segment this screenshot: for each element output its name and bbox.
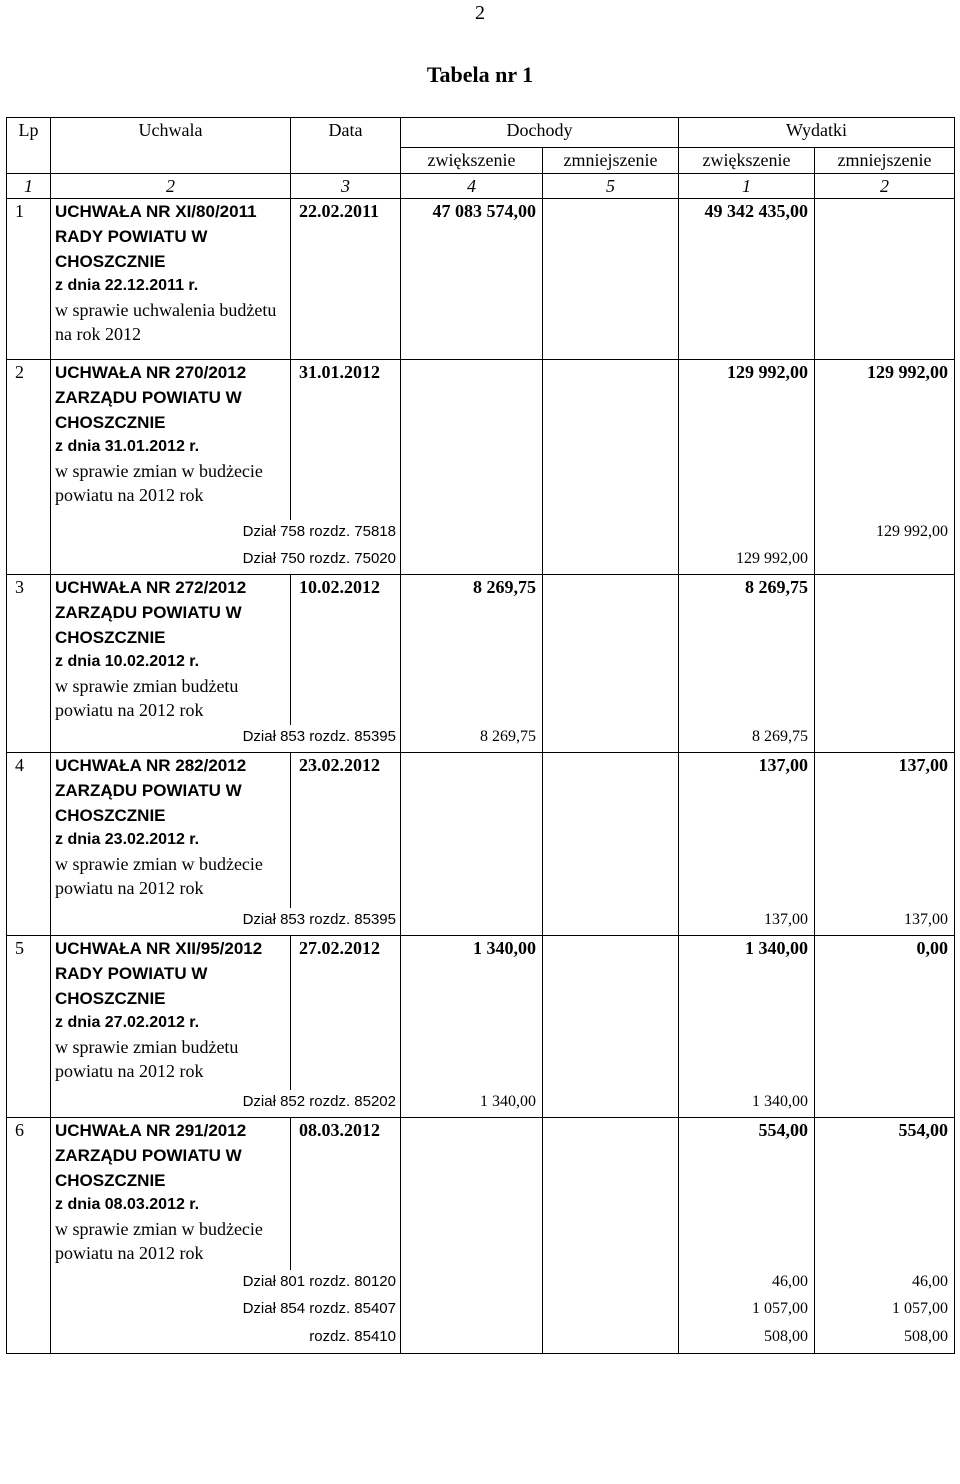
resolution-organ: ZARZĄDU POWIATU W CHOSZCZNIE <box>55 1146 242 1190</box>
dochody-zmniejszenie-value <box>543 935 679 1090</box>
resolution-date-line: z dnia 23.02.2012 r. <box>55 831 200 848</box>
dochody-zwiekszenie-value: 8 269,75 <box>401 574 543 725</box>
resolution-cell <box>51 1118 291 1270</box>
subrow-lp-blank <box>7 1325 51 1354</box>
col-number: 5 <box>543 174 679 199</box>
subrow-dochody-zwiekszenie <box>401 1325 543 1354</box>
table-subrow <box>7 547 955 575</box>
subrow-dochody-zmniejszenie <box>543 520 679 547</box>
resolution-date: 23.02.2012 <box>291 753 401 908</box>
resolution-title: UCHWAŁA NR 291/2012 <box>55 1121 247 1140</box>
subrow-dochody-zmniejszenie <box>543 1325 679 1354</box>
col-number: 2 <box>51 174 291 199</box>
subrow-label: rozdz. 85410 <box>51 1325 401 1354</box>
resolution-date: 08.03.2012 <box>291 1118 401 1270</box>
dochody-zwiekszenie-value: 1 340,00 <box>401 935 543 1090</box>
resolution-title: UCHWAŁA NR XII/95/2012 <box>55 938 263 958</box>
resolution-date: 31.01.2012 <box>291 360 401 520</box>
dochody-zwiekszenie-value: 47 083 574,00 <box>401 199 543 360</box>
row-lp: 5 <box>7 935 51 1090</box>
resolution-title: UCHWAŁA NR 272/2012 <box>55 577 247 597</box>
subrow-wydatki-zwiekszenie: 508,00 <box>679 1325 815 1354</box>
subrow-dochody-zwiekszenie <box>401 547 543 575</box>
subrow-dochody-zwiekszenie <box>401 1270 543 1297</box>
resolution-date-line: z dnia 22.12.2011 r. <box>55 277 199 294</box>
dochody-zwiekszenie-value <box>401 753 543 908</box>
header-data: Data <box>291 118 401 174</box>
subrow-lp-blank <box>7 1090 51 1118</box>
resolution-subject: w sprawie zmian w budżecie powiatu na 2012 rok <box>55 1219 263 1263</box>
resolution-cell <box>51 935 291 1090</box>
subrow-label: Dział 853 rozdz. 85395 <box>51 908 401 936</box>
subrow-wydatki-zmniejszenie: 1 057,00 <box>815 1297 955 1325</box>
wydatki-zwiekszenie-value: 137,00 <box>679 753 815 908</box>
col-number: 3 <box>291 174 401 199</box>
wydatki-zmniejszenie-value: 137,00 <box>815 753 955 908</box>
header-wydatki-zmniejszenie: zmniejszenie <box>815 148 955 174</box>
subrow-lp-blank <box>7 908 51 936</box>
subrow-lp-blank <box>7 1297 51 1325</box>
subrow-wydatki-zmniejszenie <box>815 547 955 575</box>
subrow-dochody-zwiekszenie: 1 340,00 <box>401 1090 543 1118</box>
resolution-date-line: z dnia 27.02.2012 r. <box>55 1013 200 1031</box>
resolution-cell <box>51 574 291 725</box>
subrow-dochody-zmniejszenie <box>543 547 679 575</box>
col-number: 4 <box>401 174 543 199</box>
resolution-subject: w sprawie zmian budżetu powiatu na 2012 rok <box>55 675 239 720</box>
subrow-dochody-zmniejszenie <box>543 908 679 936</box>
dochody-zmniejszenie-value <box>543 1118 679 1270</box>
header-uchwala: Uchwala <box>51 118 291 174</box>
resolution-cell <box>51 753 291 908</box>
dochody-zmniejszenie-value <box>543 360 679 520</box>
wydatki-zmniejszenie-value <box>815 199 955 360</box>
subrow-dochody-zmniejszenie <box>543 1270 679 1297</box>
resolution-date-line: z dnia 08.03.2012 r. <box>55 1196 200 1213</box>
resolution-title: UCHWAŁA NR XI/80/2011 <box>55 202 257 221</box>
subrow-label: Dział 750 rozdz. 75020 <box>51 547 401 575</box>
col-number: 1 <box>7 174 51 199</box>
subrow-wydatki-zmniejszenie <box>815 725 955 753</box>
resolution-cell <box>51 360 291 520</box>
subrow-lp-blank <box>7 725 51 753</box>
resolution-title: UCHWAŁA NR 270/2012 <box>55 363 247 382</box>
header-wydatki: Wydatki <box>679 118 955 148</box>
table-row <box>7 360 955 520</box>
header-dochody-zmniejszenie: zmniejszenie <box>543 148 679 174</box>
subrow-lp-blank <box>7 547 51 575</box>
page-number: 2 <box>475 2 485 24</box>
row-lp: 3 <box>7 574 51 725</box>
table-subrow <box>7 908 955 936</box>
table-row <box>7 574 955 725</box>
col-number: 1 <box>679 174 815 199</box>
table-subrow <box>7 520 955 547</box>
wydatki-zwiekszenie-value: 1 340,00 <box>679 935 815 1090</box>
row-lp: 1 <box>7 199 51 360</box>
resolution-date-line: z dnia 31.01.2012 r. <box>55 438 200 455</box>
table-subrow <box>7 725 955 753</box>
resolution-subject: w sprawie zmian w budżecie powiatu na 2012 rok <box>55 854 263 898</box>
resolution-subject: w sprawie uchwalenia budżetu na rok 2012 <box>55 300 277 344</box>
table-row <box>7 1118 955 1270</box>
table-row <box>7 199 955 360</box>
subrow-label: Dział 801 rozdz. 80120 <box>51 1270 401 1297</box>
wydatki-zmniejszenie-value: 129 992,00 <box>815 360 955 520</box>
header-wydatki-zwiekszenie: zwiększenie <box>679 148 815 174</box>
budget-changes-table <box>6 117 955 1354</box>
col-number: 2 <box>815 174 955 199</box>
subrow-wydatki-zwiekszenie: 1 057,00 <box>679 1297 815 1325</box>
table-title: Tabela nr 1 <box>426 62 534 87</box>
subrow-lp-blank <box>7 520 51 547</box>
subrow-wydatki-zwiekszenie: 46,00 <box>679 1270 815 1297</box>
dochody-zmniejszenie-value <box>543 199 679 360</box>
header-dochody: Dochody <box>401 118 679 148</box>
resolution-organ: ZARZĄDU POWIATU W CHOSZCZNIE <box>55 781 242 825</box>
wydatki-zmniejszenie-value: 554,00 <box>815 1118 955 1270</box>
dochody-zmniejszenie-value <box>543 753 679 908</box>
subrow-wydatki-zmniejszenie: 129 992,00 <box>815 520 955 547</box>
resolution-date: 10.02.2012 <box>291 574 401 725</box>
resolution-title: UCHWAŁA NR 282/2012 <box>55 756 247 775</box>
subrow-lp-blank <box>7 1270 51 1297</box>
resolution-subject: w sprawie zmian w budżecie powiatu na 2012 rok <box>55 461 263 505</box>
wydatki-zwiekszenie-value: 49 342 435,00 <box>679 199 815 360</box>
subrow-wydatki-zwiekszenie: 1 340,00 <box>679 1090 815 1118</box>
wydatki-zwiekszenie-value: 554,00 <box>679 1118 815 1270</box>
table-row <box>7 753 955 908</box>
subrow-dochody-zmniejszenie <box>543 725 679 753</box>
subrow-wydatki-zwiekszenie: 137,00 <box>679 908 815 936</box>
resolution-organ: RADY POWIATU W CHOSZCZNIE <box>55 227 208 271</box>
row-lp: 4 <box>7 753 51 908</box>
wydatki-zwiekszenie-value: 8 269,75 <box>679 574 815 725</box>
resolution-subject: w sprawie zmian budżetu powiatu na 2012 rok <box>55 1036 239 1081</box>
subrow-dochody-zwiekszenie <box>401 1297 543 1325</box>
resolution-cell <box>51 199 291 360</box>
wydatki-zmniejszenie-value <box>815 574 955 725</box>
table-subrow <box>7 1297 955 1325</box>
subrow-label: Dział 758 rozdz. 75818 <box>51 520 401 547</box>
subrow-label: Dział 854 rozdz. 85407 <box>51 1297 401 1325</box>
resolution-date: 22.02.2011 <box>291 199 401 360</box>
header-dochody-zwiekszenie: zwiększenie <box>401 148 543 174</box>
subrow-wydatki-zmniejszenie: 137,00 <box>815 908 955 936</box>
wydatki-zwiekszenie-value: 129 992,00 <box>679 360 815 520</box>
subrow-dochody-zmniejszenie <box>543 1297 679 1325</box>
subrow-dochody-zmniejszenie <box>543 1090 679 1118</box>
table-subrow <box>7 1325 955 1354</box>
header-lp: Lp <box>7 118 51 174</box>
dochody-zwiekszenie-value <box>401 360 543 520</box>
table-subrow <box>7 1090 955 1118</box>
subrow-wydatki-zwiekszenie: 8 269,75 <box>679 725 815 753</box>
subrow-label: Dział 852 rozdz. 85202 <box>51 1090 401 1118</box>
subrow-wydatki-zmniejszenie <box>815 1090 955 1118</box>
dochody-zwiekszenie-value <box>401 1118 543 1270</box>
subrow-dochody-zwiekszenie <box>401 908 543 936</box>
subrow-wydatki-zmniejszenie: 46,00 <box>815 1270 955 1297</box>
resolution-organ: RADY POWIATU W CHOSZCZNIE <box>55 963 208 1008</box>
resolution-date: 27.02.2012 <box>291 935 401 1090</box>
row-lp: 6 <box>7 1118 51 1270</box>
subrow-dochody-zwiekszenie: 8 269,75 <box>401 725 543 753</box>
row-lp: 2 <box>7 360 51 520</box>
subrow-wydatki-zmniejszenie: 508,00 <box>815 1325 955 1354</box>
resolution-organ: ZARZĄDU POWIATU W CHOSZCZNIE <box>55 602 242 647</box>
table-subrow <box>7 1270 955 1297</box>
resolution-date-line: z dnia 10.02.2012 r. <box>55 652 200 670</box>
dochody-zmniejszenie-value <box>543 574 679 725</box>
subrow-wydatki-zwiekszenie: 129 992,00 <box>679 547 815 575</box>
subrow-dochody-zwiekszenie <box>401 520 543 547</box>
resolution-organ: ZARZĄDU POWIATU W CHOSZCZNIE <box>55 388 242 432</box>
subrow-label: Dział 853 rozdz. 85395 <box>51 725 401 753</box>
wydatki-zmniejszenie-value: 0,00 <box>815 935 955 1090</box>
subrow-wydatki-zwiekszenie <box>679 520 815 547</box>
table-row <box>7 935 955 1090</box>
